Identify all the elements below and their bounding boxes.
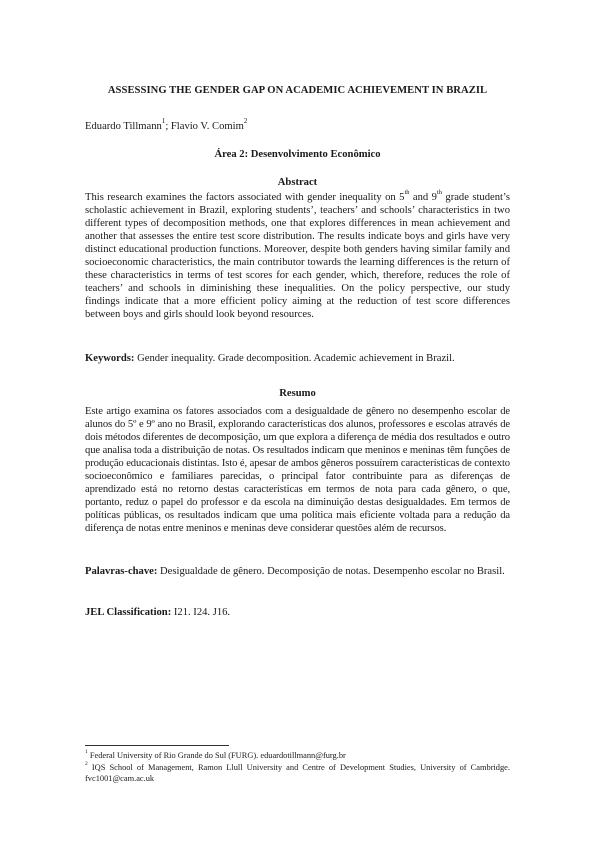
palavras-chave-text: Desigualdade de gênero. Decomposição de notas. Desempenho escolar no Brasil. — [157, 566, 505, 577]
area-heading: Área 2: Desenvolvimento Econômico — [214, 149, 381, 160]
resumo-heading: Resumo — [279, 388, 316, 399]
footnote-divider — [85, 745, 229, 746]
author-separator: ; — [165, 121, 171, 132]
palavras-chave-label: Palavras-chave: — [85, 566, 158, 577]
abstract-paragraph: This research examines the factors associated with gender inequality on 5th and 9th grade student’s scholastic achievement in Brazil, exploring students’, teachers’ and schools’ characteristics in two different types of decomposition methods, one that explores differences in mean achievement and another that assesses the entire test score distribution. The results indicate boys and girls have very distinct educational production functions. Moreover, despite both genders having similar family and socioeconomic characteristics, the main contributor towards the learning differences is the return of these characteristics in terms of test scores for each gender, which, therefore, reduces the role of teachers’ and schools in diminishing these inequalities. On the policy perspective, our study findings indicate that a more efficient policy aiming at the reduction of test score differences between boys and girls should look beyond resources. — [85, 189, 510, 320]
author-name: Eduardo Tillmann — [85, 121, 162, 132]
palavras-chave-line — [85, 565, 510, 578]
footnote-2: $^2$ IQS School of Management, Ramon Llull University and Centre of Development Studies, University of Cambridge. fvc1001@cam.ac.uk — [85, 761, 510, 783]
jel-label: JEL Classification: — [85, 607, 172, 618]
keywords-line — [85, 352, 510, 365]
footnote-marker[interactable]: 2 — [243, 117, 248, 126]
jel-codes: I21. I24. J16. — [171, 607, 231, 618]
jel-classification-line — [85, 606, 510, 619]
abstract-heading: Abstract — [277, 177, 318, 188]
paper-title: ASSESSING THE GENDER GAP ON ACADEMIC ACHIEVEMENT IN BRAZIL — [107, 85, 488, 96]
author-name: Flavio V. Comim — [170, 121, 244, 132]
footnote-marker[interactable]: 1 — [161, 117, 166, 126]
keywords-text: Gender inequality. Grade decomposition. Academic achievement in Brazil. — [134, 353, 455, 364]
footnote-1: $^1$ Federal University of Rio Grande do Sul (FURG). eduardotillmann@furg.br — [85, 749, 346, 760]
keywords-label: Keywords: — [85, 353, 135, 364]
resumo-paragraph: Este artigo examina os fatores associados com a desigualdade de gênero no desempenho escolar de alunos do 5º e 9º ano no Brasil, explorando características dos alunos, professores e escolas através de dois métodos diferentes de decomposição, um que explora a diferença de média dos resultados e outro que analisa toda a distribuição de notas. Os resultados indicam que meninos e meninas têm funções de produção educacionais distintas. Isto é, apesar de ambos gêneros possuírem características de contexto socioeconômico e familiares parecidas, o principal fator contribuinte para as diferenças de aprendizado está no retorno destas características em termos de nota para cada gênero, o que, portanto, reduz o papel do professor e da escola na diminuição destas desigualdades. Em termos de políticas públicas, os resultados indicam que uma política mais eficiente voltada para a redução da diferença de notas entre meninos e meninas deve considerar questões além de recursos. — [85, 406, 510, 534]
author-line — [85, 117, 515, 133]
